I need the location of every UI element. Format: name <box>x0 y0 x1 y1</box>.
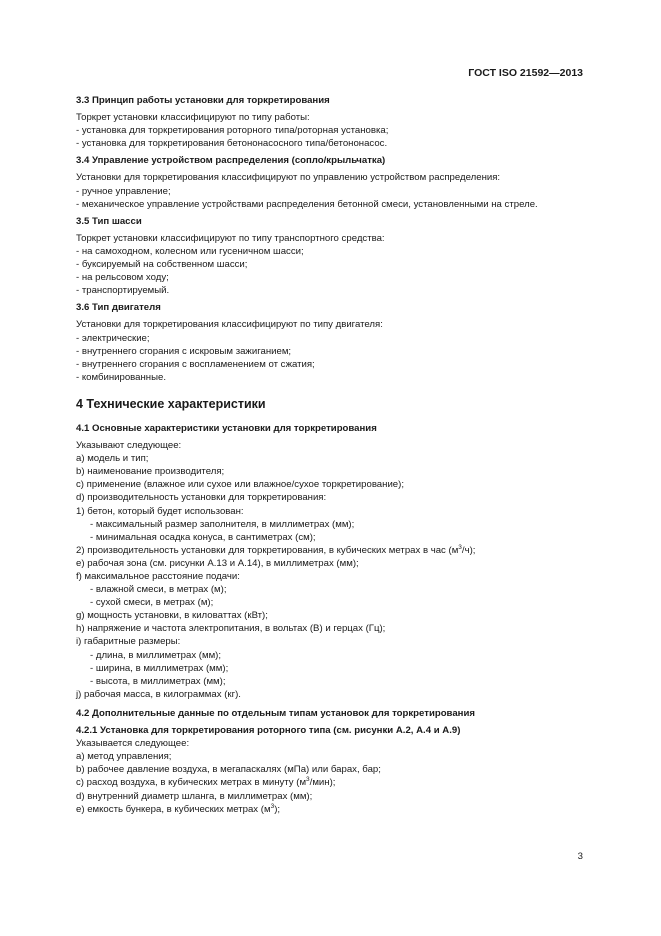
section-3-4-title: 3.4 Управление устройством распределения (сопло/крыльчатка) <box>76 155 386 167</box>
section-4-title: 4 Технические характеристики <box>76 396 266 411</box>
paragraph: Указывают следующее: <box>76 440 182 452</box>
document-body <box>76 94 584 816</box>
list-item: d) внутренний диаметр шланга, в миллиметрах (мм); <box>76 790 313 802</box>
page-number: 3 <box>577 851 583 862</box>
list-item: - установка для торкретирования бетононасосного типа/бетононасос. <box>76 138 388 150</box>
text-run: /ч); <box>461 544 476 556</box>
list-item: - влажной смеси, в метрах (м); <box>90 584 227 596</box>
paragraph: Установки для торкретирования классифицируют по типу двигателя: <box>76 319 383 331</box>
superscript: 3 <box>306 776 310 784</box>
list-item: 1) бетон, который будет использован: <box>76 505 244 517</box>
superscript: 3 <box>458 543 462 551</box>
paragraph: Торкрет установки классифицируют по типу работы: <box>76 112 310 124</box>
section-3-5-title: 3.5 Тип шасси <box>76 215 142 227</box>
document-id-header: ГОСТ ISO 21592—2013 <box>468 67 583 79</box>
list-item: - на самоходном, колесном или гусеничном шасси; <box>76 245 304 257</box>
list-item: b) наименование производителя; <box>76 466 225 478</box>
list-item <box>76 803 584 816</box>
list-item: g) мощность установки, в киловаттах (кВт); <box>76 610 268 622</box>
section-3-6-title: 3.6 Тип двигателя <box>76 302 161 314</box>
text-run: /мин); <box>309 777 336 789</box>
list-item: i) габаритные размеры: <box>76 636 181 648</box>
list-item: - буксируемый на собственном шасси; <box>76 259 248 271</box>
list-item: - установка для торкретирования роторного типа/роторная установка; <box>76 125 389 137</box>
text-run: 2) производительность установки для торкретирования, в кубических метрах в час (м <box>76 544 459 556</box>
list-item: - максимальный размер заполнителя, в миллиметрах (мм); <box>90 518 355 530</box>
section-3-3-title: 3.3 Принцип работы установки для торкретирования <box>76 95 330 106</box>
list-item: - высота, в миллиметрах (мм); <box>90 675 226 687</box>
list-item: - внутреннего сгорания с воспламенением от сжатия; <box>76 358 315 370</box>
list-item: - на рельсовом ходу; <box>76 272 169 284</box>
paragraph: Торкрет установки классифицируют по типу транспортного средства: <box>76 232 385 244</box>
list-item: - транспортируемый. <box>76 285 170 297</box>
list-item <box>76 544 584 557</box>
list-item: h) напряжение и частота электропитания, в вольтах (В) и герцах (Гц); <box>76 623 386 635</box>
list-item: d) производительность установки для торкретирования: <box>76 492 327 504</box>
list-item: b) рабочее давление воздуха, в мегапаскалях (мПа) или барах, бар; <box>76 764 381 776</box>
section-4-1-title: 4.1 Основные характеристики установки для торкретирования <box>76 422 377 434</box>
paragraph: Указывается следующее: <box>76 738 190 750</box>
list-item: - комбинированные. <box>76 371 166 383</box>
section-4-2-title: 4.2 Дополнительные данные по отдельным типам установок для торкретирования <box>76 707 475 719</box>
list-item: - длина, в миллиметрах (мм); <box>90 649 222 661</box>
superscript: 3 <box>270 802 275 810</box>
list-item: j) рабочая масса, в килограммах (кг). <box>76 688 241 700</box>
list-item: - механическое управление устройствами распределения бетонной смеси, установленными на стреле. <box>76 198 538 210</box>
list-item: - ширина, в миллиметрах (мм); <box>90 662 229 674</box>
list-item: c) применение (влажное или сухое или влажное/сухое торкретирование); <box>76 479 404 491</box>
list-item: a) модель и тип; <box>76 453 149 465</box>
list-item: - электрические; <box>76 332 150 344</box>
list-item: - внутреннего сгорания с искровым зажиганием; <box>76 345 292 357</box>
list-item: - минимальная осадка конуса, в сантиметрах (см); <box>90 531 316 543</box>
section-4-2-1-title: 4.2.1 Установка для торкретирования роторного типа (см. рисунки А.2, А.4 и А.9) <box>76 725 461 737</box>
paragraph: Установки для торкретирования классифицируют по управлению устройством распределения: <box>76 172 501 184</box>
text-run: ); <box>274 803 281 815</box>
text-run: c) расход воздуха, в кубических метрах в минуту (м <box>76 777 307 789</box>
list-item: - сухой смеси, в метрах (м); <box>90 597 214 609</box>
text-run: e) емкость бункера, в кубических метрах (м <box>76 803 271 815</box>
list-item <box>76 776 584 789</box>
list-item: f) максимальное расстояние подачи: <box>76 571 240 582</box>
list-item: e) рабочая зона (см. рисунки А.13 и А.14), в миллиметрах (мм); <box>76 557 359 569</box>
list-item: a) метод управления; <box>76 751 172 763</box>
list-item: - ручное управление; <box>76 185 171 197</box>
